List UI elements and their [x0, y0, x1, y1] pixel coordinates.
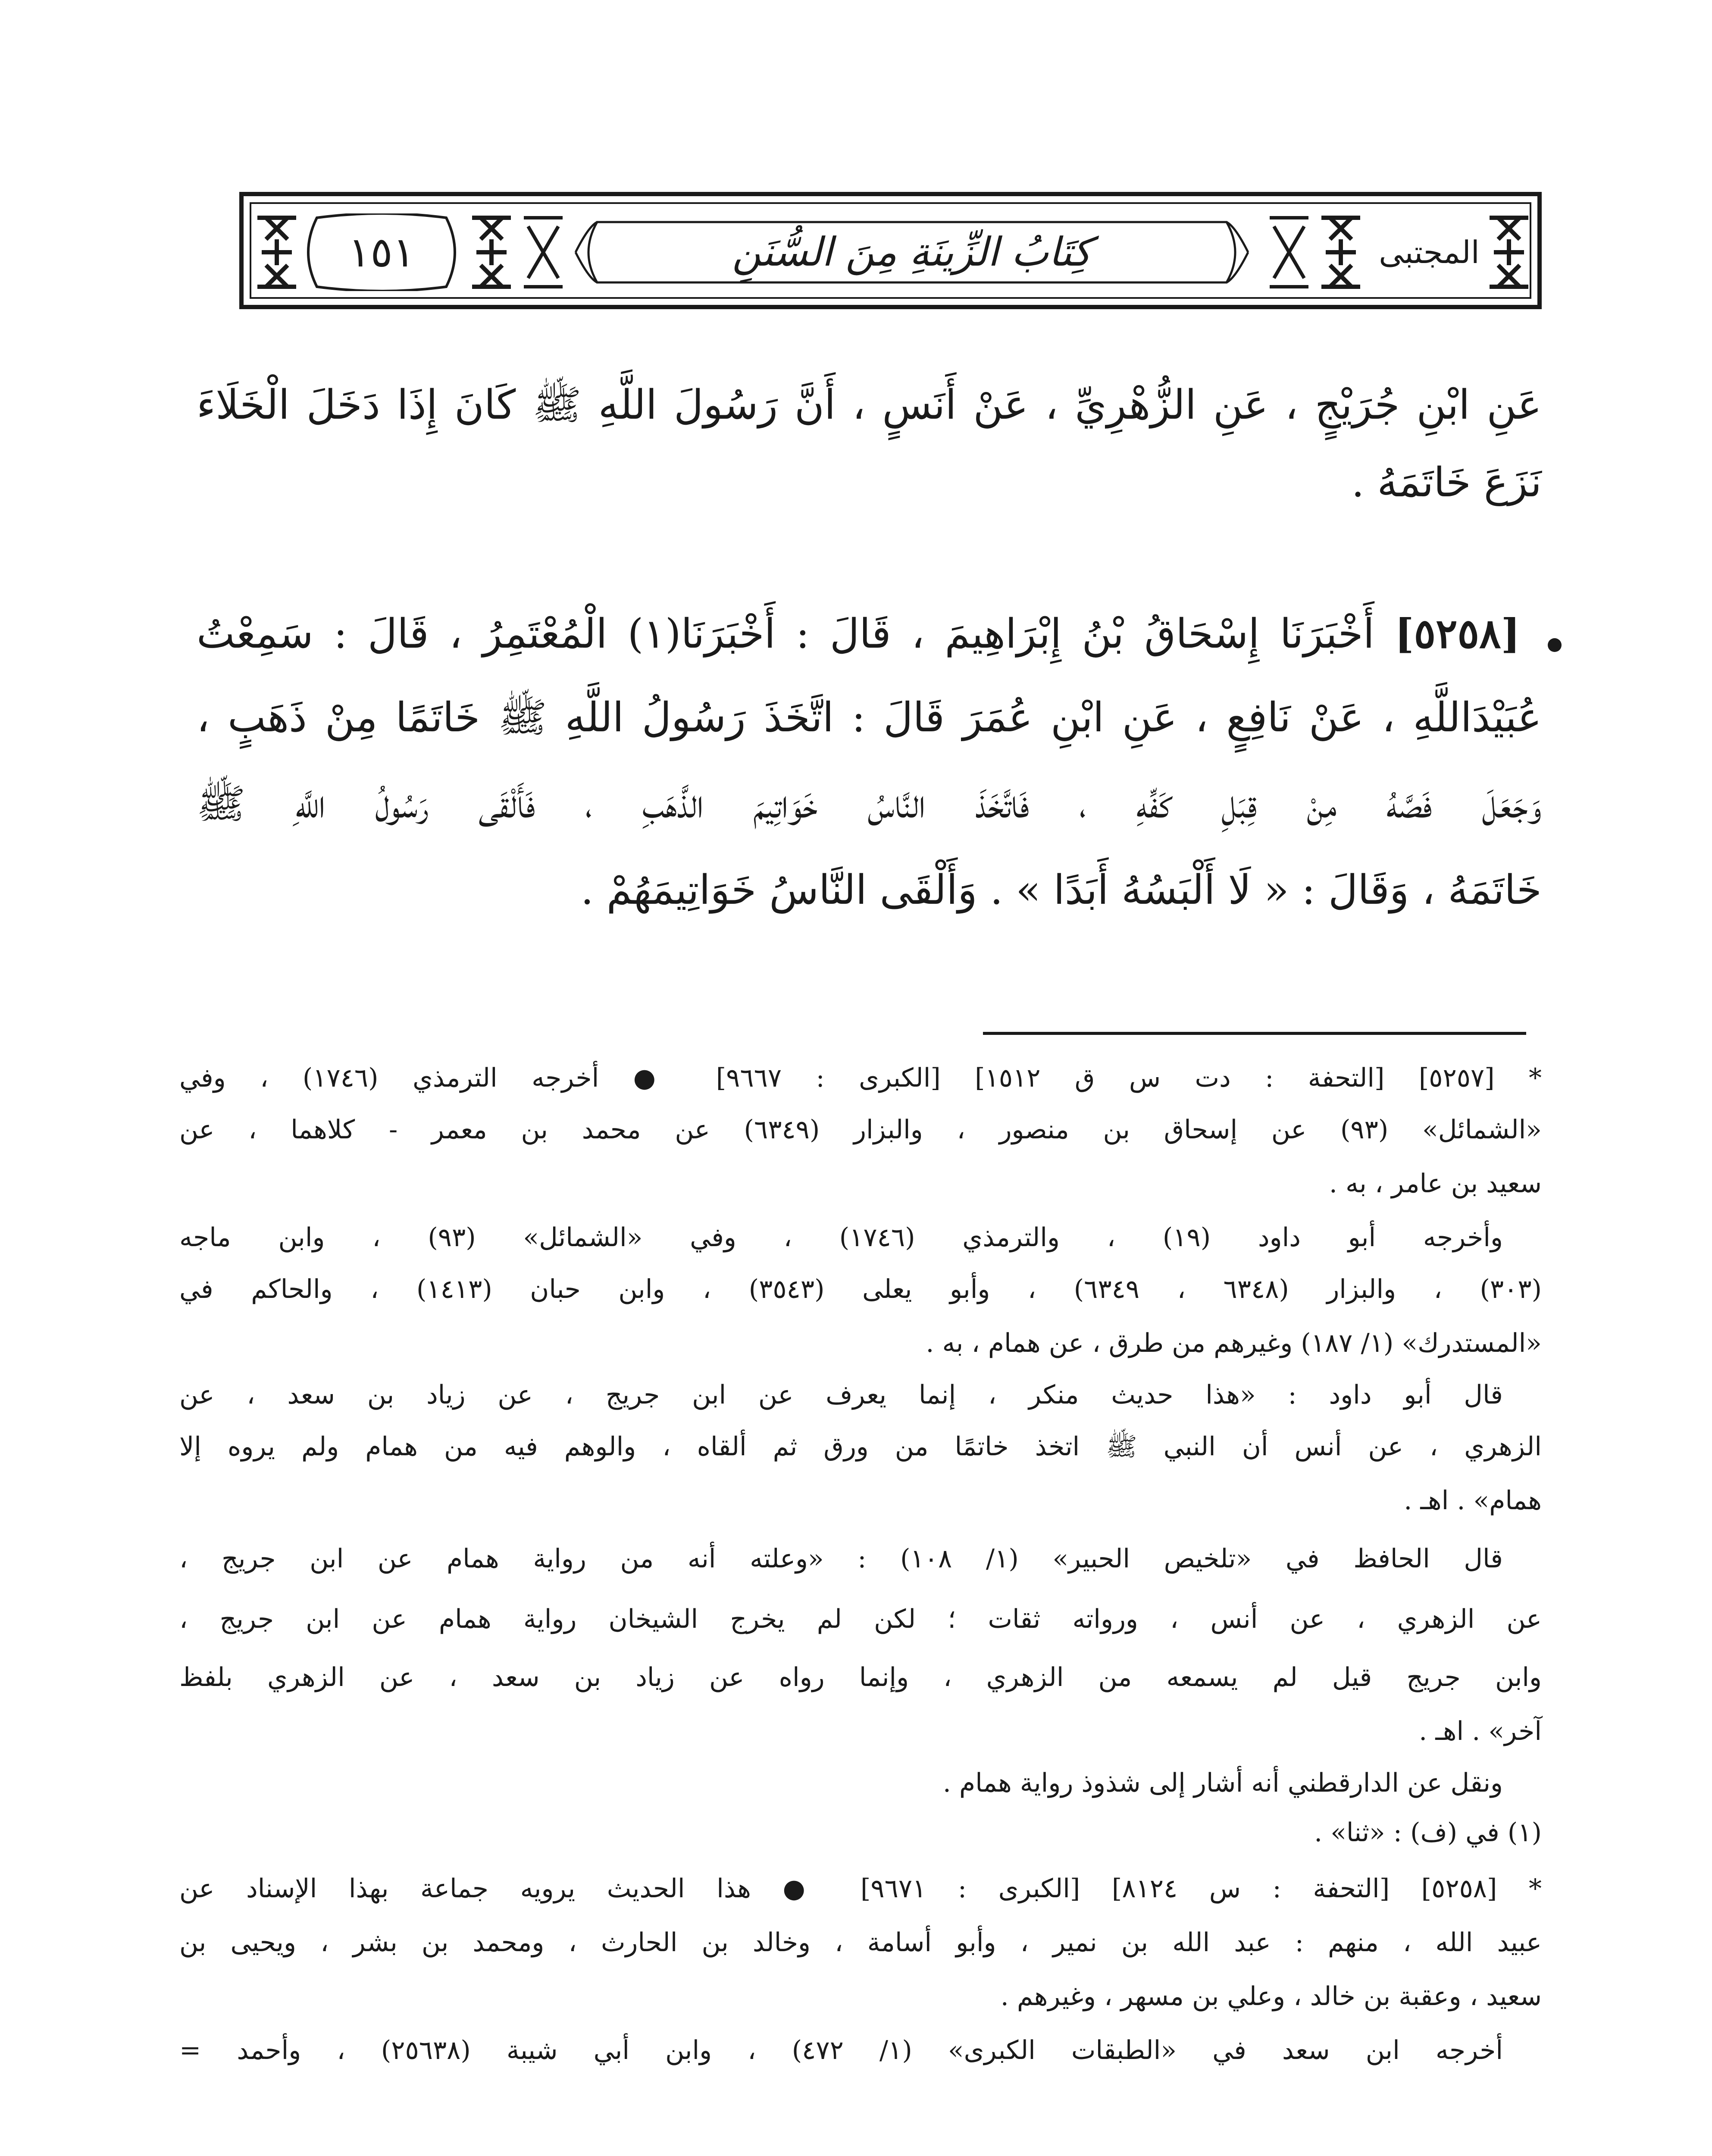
lattice-ornament-icon [1485, 209, 1533, 295]
footnote-5257-line: قال أبو داود : «هذا حديث منكر ، إنما يعرف عن ابن جريج ، عن زياد بن سعد ، عن [179, 1380, 1503, 1410]
footnote-5258-line: أخرجه ابن سعد في «الطبقات الكبرى» (١/ ٤٧٢) ، وابن أبي شيبة (٢٥٦٣٨) ، وأحمد = [179, 2035, 1503, 2065]
hadith-5258-text-1: أَخْبَرَنَا إِسْحَاقُ بْنُ إِبْرَاهِيمَ ، قَالَ : أَخْبَرَنَا(١) الْمُعْتَمِرُ ، قَالَ : سَمِعْتُ [197, 611, 1374, 658]
lattice-ornament-icon [1317, 209, 1365, 295]
lattice-ornament-icon [520, 209, 567, 295]
lattice-ornament-icon [1265, 209, 1313, 295]
book-title-badge: المجتبى [1379, 234, 1480, 270]
footnote-5257-line: قال الحافظ في «تلخيص الحبير» (١/ ١٠٨) : «وعلته أنه من رواية همام عن ابن جريج ، [179, 1544, 1503, 1574]
footnote-5257-line: سعيد بن عامر ، به . [1329, 1169, 1542, 1199]
footnote-5257-line: * [٥٢٥٧] [التحفة : دت س ق ١٥١٢] [الكبرى : ٩٦٦٧] ● أخرجه الترمذي (١٧٤٦) ، وفي [179, 1063, 1542, 1093]
footnote-5257-line: وأخرجه أبو داود (١٩) ، والترمذي (١٧٤٦) ، وفي «الشمائل» (٩٣) ، وابن ماجه [179, 1222, 1503, 1253]
footnote-divider [983, 1032, 1526, 1035]
hadith-5258-line-1 [197, 602, 1520, 667]
lattice-ornament-icon [468, 209, 515, 295]
running-title: كِتَابُ الزِّينَةِ مِنَ السُّنَنِ [732, 229, 1092, 275]
hadith-bullet [1548, 638, 1562, 652]
footnote-5257-line: الزهري ، عن أنس أن النبي ﷺ اتخذ خاتمًا من ورق ثم ألقاه ، والوهم فيه من همام ولم يروه إلا [179, 1432, 1542, 1462]
footnote-5258-line: سعيد ، وعقبة بن خالد ، وعلي بن مسهر ، وغيرهم . [1000, 1981, 1542, 2012]
footnote-5257-line: آخر» . اهـ . [1419, 1716, 1542, 1746]
footnote-5258-line: عبيد الله ، منهم : عبد الله بن نمير ، وأبو أسامة ، وخالد بن الحارث ، ومحمد بن بشر ، ويحيى بن [179, 1927, 1542, 1958]
footnote-5257-line: «المستدرك» (١/ ١٨٧) وغيرهم من طرق ، عن همام ، به . [926, 1328, 1542, 1358]
hadith-5258-line-3: وَجَعَلَ فَصَّهُ مِنْ قِبَلِ كَفِّهِ ، فَاتَّخَذَ النَّاسُ خَوَاتِيمَ الذَّهَبِ ، فَأَلْقَى رَسُولُ اللَّهِ ﷺ [197, 780, 1542, 827]
footnote-5257-line: همام» . اهـ . [1404, 1485, 1542, 1516]
running-header [239, 192, 1542, 309]
footnote-5257-line: «الشمائل» (٩٣) عن إسحاق بن منصور ، والبزار (٦٣٤٩) عن محمد بن معمر - كلاهما ، عن [179, 1115, 1542, 1145]
hadith-5258-line-4: خَاتَمَهُ ، وَقَالَ : « لَا أَلْبَسُهُ أَبَدًا » . وَأَلْقَى النَّاسُ خَوَاتِيمَهُمْ . [581, 867, 1542, 914]
page-number: ١٥١ [348, 228, 415, 276]
footnote-5257-line: (٣٠٣) ، والبزار (٦٣٤٨ ، ٦٣٤٩) ، وأبو يعلى (٣٥٤٣) ، وابن حبان (١٤١٣) ، والحاكم في [179, 1274, 1542, 1304]
hadith-5258-line-2: عُبَيْدَاللَّهِ ، عَنْ نَافِعٍ ، عَنِ ابْنِ عُمَرَ قَالَ : اتَّخَذَ رَسُولُ اللَّهِ ﷺ خَاتَمًا مِنْ ذَهَبٍ ، [197, 694, 1542, 741]
hadith-5257-line-1: عَنِ ابْنِ جُرَيْجٍ ، عَنِ الزُّهْرِيِّ ، عَنْ أَنَسٍ ، أَنَّ رَسُولَ اللَّهِ ﷺ كَانَ إِذَا دَخَلَ الْخَلَاءَ [197, 382, 1542, 429]
hadith-number: [٥٢٥٨] [1395, 610, 1521, 658]
footnote-1: (١) في (ف) : «ثنا» . [1314, 1818, 1542, 1848]
footnote-5257-line: عن الزهري ، عن أنس ، ورواته ثقات ؛ لكن لم يخرج الشيخان رواية همام عن ابن جريج ، [179, 1604, 1542, 1634]
footnote-5258-line: * [٥٢٥٨] [التحفة : س ٨١٢٤] [الكبرى : ٩٦٧١] ● هذا الحديث يرويه جماعة بهذا الإسناد عن [179, 1874, 1542, 1904]
footnote-5257-line: وابن جريج قيل لم يسمعه من الزهري ، وإنما رواه عن زياد بن سعد ، عن الزهري بلفظ [179, 1662, 1542, 1692]
lattice-ornament-icon [253, 209, 300, 295]
footnote-5257-line: ونقل عن الدارقطني أنه أشار إلى شذوذ رواية همام . [942, 1768, 1503, 1798]
hadith-5257-line-2: نَزَعَ خَاتَمَهُ . [1351, 459, 1542, 506]
